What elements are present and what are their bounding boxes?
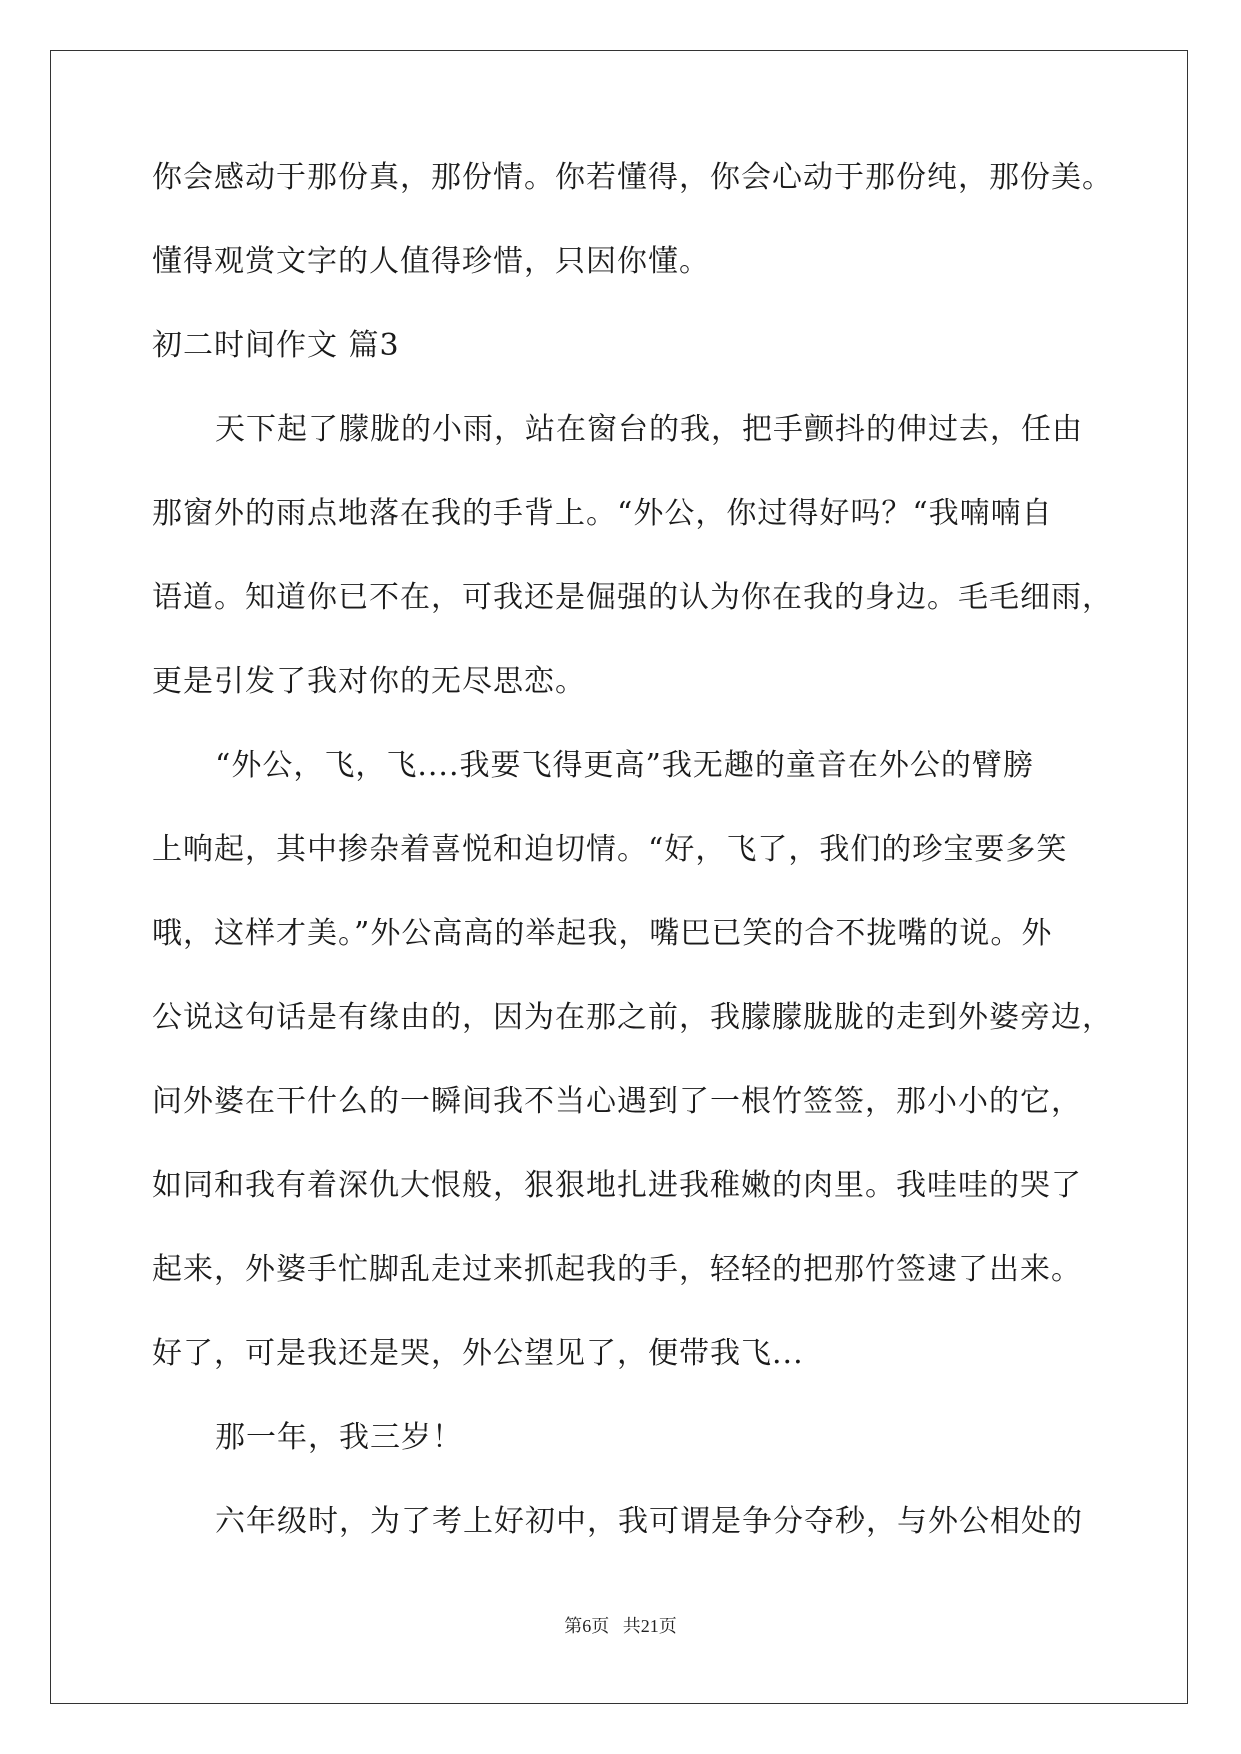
paragraph-start: 那一年，我三岁！ — [215, 1420, 463, 1455]
paragraph-start: 六年级时，为了考上好初中，我可谓是争分夺秒，与外公相处的 — [215, 1504, 1083, 1539]
text-line: 哦，这样才美。”外公高高的举起我，嘴巴已笑的合不拢嘴的说。外 — [152, 916, 1053, 951]
paragraph-start: 天下起了朦胧的小雨，站在窗台的我，把手颤抖的伸过去，任由 — [215, 412, 1083, 447]
text-line: 语道。知道你已不在，可我还是倔强的认为你在我的身边。毛毛细雨， — [152, 580, 1113, 615]
text-line: 起来，外婆手忙脚乱走过来抓起我的手，轻轻的把那竹签逮了出来。 — [152, 1252, 1082, 1287]
page-number-footer: 第6页 共21页 — [564, 1616, 677, 1636]
text-line: 好了，可是我还是哭，外公望见了，便带我飞... — [152, 1336, 804, 1371]
text-line: 更是引发了我对你的无尽思恋。 — [152, 664, 586, 699]
text-line: 如同和我有着深仇大恨般，狠狠地扎进我稚嫩的肉里。我哇哇的哭了 — [152, 1168, 1082, 1203]
text-line: 你会感动于那份真，那份情。你若懂得，你会心动于那份纯，那份美。 — [152, 160, 1113, 195]
paragraph-start: “外公，飞，飞....我要飞得更高”我无趣的童音在外公的臂膀 — [215, 748, 1034, 783]
text-line: 懂得观赏文字的人值得珍惜，只因你懂。 — [152, 244, 710, 279]
text-line: 那窗外的雨点地落在我的手背上。“外公，你过得好吗？“我喃喃自 — [152, 496, 1053, 531]
text-line: 问外婆在干什么的一瞬间我不当心遇到了一根竹签签，那小小的它， — [152, 1084, 1082, 1119]
section-heading: 初二时间作文 篇3 — [152, 328, 400, 363]
text-line: 上响起，其中掺杂着喜悦和迫切情。“好，飞了，我们的珍宝要多笑 — [152, 832, 1068, 867]
document-body — [152, 160, 1113, 1588]
text-line: 公说这句话是有缘由的，因为在那之前，我朦朦胧胧的走到外婆旁边， — [152, 1000, 1113, 1035]
